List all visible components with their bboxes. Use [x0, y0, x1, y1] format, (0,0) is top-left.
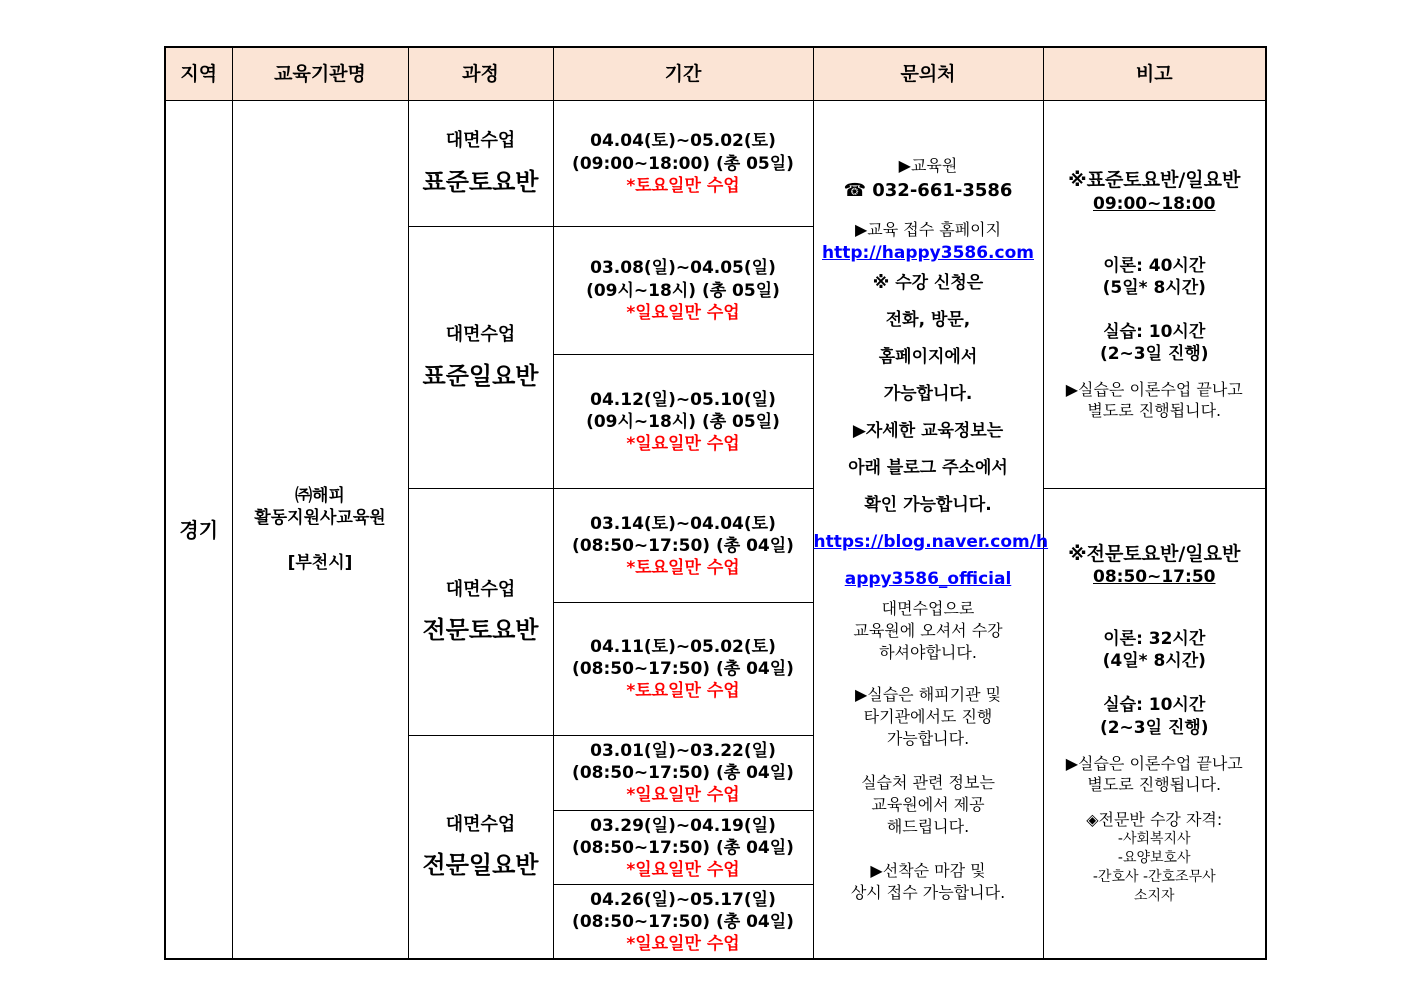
period-day: *토요일만 수업: [626, 681, 740, 702]
contact-center-label: ▶교육원: [898, 156, 958, 175]
institution-city: [부천시]: [287, 552, 353, 573]
header-row: [165, 47, 1266, 101]
note-theory: 이론: 32시간: [1103, 629, 1206, 650]
contact-apply-2: 전화, 방문,: [885, 310, 971, 330]
contact-blog-link[interactable]: https://blog.naver.com/h: [813, 532, 1049, 552]
contact-site-3: 해드립니다.: [886, 817, 970, 836]
header-note: 비고: [1043, 47, 1266, 101]
note-after-2: 별도로 진행됩니다.: [1087, 774, 1222, 794]
period-cell: [553, 489, 813, 603]
note-practice-days: (2~3일 진행): [1099, 344, 1209, 365]
contact-close-1: ▶선착순 마감 및: [870, 861, 986, 880]
contact-info-2: 아래 블로그 주소에서: [848, 458, 1008, 478]
period-dates: 03.08(일)~04.05(일): [590, 258, 776, 279]
note-theory-days: (5일* 8시간): [1102, 277, 1206, 298]
period-time: (09:00~18:00) (총 05일): [572, 153, 794, 174]
note-time: 09:00~18:00: [1093, 193, 1216, 214]
note-practice: 실습: 10시간: [1103, 695, 1206, 716]
institution-cell: [232, 101, 408, 959]
period-day: *토요일만 수업: [626, 557, 740, 578]
period-cell: [553, 885, 813, 959]
note-time: 08:50~17:50: [1093, 567, 1216, 588]
contact-f2f-3: 하셔야합니다.: [879, 643, 977, 662]
note-qualification-title: ◈전문반 수강 자격:: [1086, 809, 1223, 829]
period-dates: 04.12(일)~05.10(일): [590, 389, 776, 410]
period-day: *일요일만 수업: [626, 859, 740, 880]
schedule-table: [164, 46, 1267, 960]
period-day: *일요일만 수업: [626, 433, 740, 454]
contact-site-2: 교육원에서 제공: [871, 795, 985, 814]
contact-f2f-1: 대면수업으로: [881, 599, 975, 618]
period-cell: [553, 603, 813, 736]
contact-homepage-label: ▶교육 접수 홈페이지: [854, 220, 1002, 239]
course-type: 대면수업: [445, 813, 516, 835]
period-cell: [553, 227, 813, 355]
period-cell: [553, 355, 813, 489]
note-after-2: 별도로 진행됩니다.: [1087, 401, 1222, 421]
contact-site-1: 실습처 관련 정보는: [861, 773, 995, 792]
period-time: (08:50~17:50) (총 04일): [572, 659, 794, 680]
period-day: *일요일만 수업: [626, 933, 740, 954]
course-cell: [408, 489, 553, 736]
period-day: *토요일만 수업: [626, 175, 740, 196]
header-institution: 교육기관명: [232, 47, 408, 101]
note-qualification-3: -간호사 -간호조무사: [1092, 868, 1216, 885]
note-qualification-1: -사회복지사: [1117, 830, 1191, 847]
note-title: ※표준토요반/일요반: [1068, 169, 1241, 192]
header-region: 지역: [165, 47, 232, 101]
note-theory: 이론: 40시간: [1103, 255, 1206, 276]
period-dates: 03.14(토)~04.04(토): [590, 513, 776, 534]
course-type: 대면수업: [445, 130, 516, 152]
period-cell: [553, 811, 813, 885]
course-cell: [408, 736, 553, 959]
period-dates: 03.29(일)~04.19(일): [590, 815, 776, 836]
period-time: (09시~18시) (총 05일): [586, 280, 780, 301]
header-period: 기간: [553, 47, 813, 101]
period-day: *일요일만 수업: [626, 785, 740, 806]
note-qualification-2: -요양보호사: [1117, 849, 1191, 866]
contact-homepage-link[interactable]: http://happy3586.com: [822, 243, 1034, 263]
contact-practice-1: ▶실습은 해피기관 및: [854, 685, 1002, 704]
course-cell: [408, 101, 553, 227]
contact-apply-4: 가능합니다.: [883, 384, 973, 404]
institution-name: ㈜해피: [295, 486, 345, 507]
note-after-1: ▶실습은 이론수업 끝나고: [1065, 380, 1243, 400]
period-time: (09시~18시) (총 05일): [586, 411, 780, 432]
period-dates: 04.26(일)~05.17(일): [590, 889, 776, 910]
period-time: (08:50~17:50) (총 04일): [572, 911, 794, 932]
note-expert: [1043, 489, 1266, 959]
period-time: (08:50~17:50) (총 04일): [572, 837, 794, 858]
note-title: ※전문토요반/일요반: [1068, 542, 1241, 565]
course-name: 전문토요반: [422, 616, 539, 645]
contact-blog-link-2[interactable]: appy3586_official: [844, 569, 1012, 589]
period-dates: 04.04(토)~05.02(토): [590, 131, 776, 152]
header-contact: 문의처: [813, 47, 1043, 101]
header-course: 과정: [408, 47, 553, 101]
period-dates: 03.01(일)~03.22(일): [590, 741, 776, 762]
period-time: (08:50~17:50) (총 04일): [572, 535, 794, 556]
course-name: 표준일요반: [422, 361, 539, 390]
note-standard: [1043, 101, 1266, 489]
period-cell: [553, 736, 813, 811]
contact-info-1: ▶자세한 교육정보는: [852, 421, 1004, 441]
note-after-1: ▶실습은 이론수업 끝나고: [1065, 753, 1243, 773]
period-day: *일요일만 수업: [626, 302, 740, 323]
institution-name-2: 활동지원사교육원: [254, 508, 386, 529]
contact-f2f-2: 교육원에 오셔서 수강: [853, 621, 1003, 640]
note-theory-days: (4일* 8시간): [1102, 651, 1206, 672]
contact-info-3: 확인 가능합니다.: [864, 495, 992, 515]
note-practice-days: (2~3일 진행): [1099, 717, 1209, 738]
contact-close-2: 상시 접수 가능합니다.: [850, 883, 1006, 902]
course-type: 대면수업: [445, 324, 516, 346]
contact-apply-1: ※ 수강 신청은: [872, 273, 984, 293]
period-cell: [553, 101, 813, 227]
note-qualification-4: 소지자: [1133, 887, 1175, 904]
course-type: 대면수업: [445, 578, 516, 600]
course-name: 전문일요반: [422, 851, 539, 880]
region-cell: 경기: [165, 101, 232, 959]
contact-practice-3: 가능합니다.: [886, 729, 970, 748]
contact-cell: [813, 101, 1049, 959]
period-dates: 04.11(토)~05.02(토): [590, 637, 776, 658]
note-practice: 실습: 10시간: [1103, 322, 1206, 342]
period-time: (08:50~17:50) (총 04일): [572, 763, 794, 784]
contact-phone: ☎ 032-661-3586: [843, 180, 1013, 201]
contact-practice-2: 타기관에서도 진행: [863, 707, 993, 726]
course-name: 표준토요반: [422, 167, 539, 196]
contact-apply-3: 홈페이지에서: [878, 347, 978, 367]
course-cell: [408, 227, 553, 489]
